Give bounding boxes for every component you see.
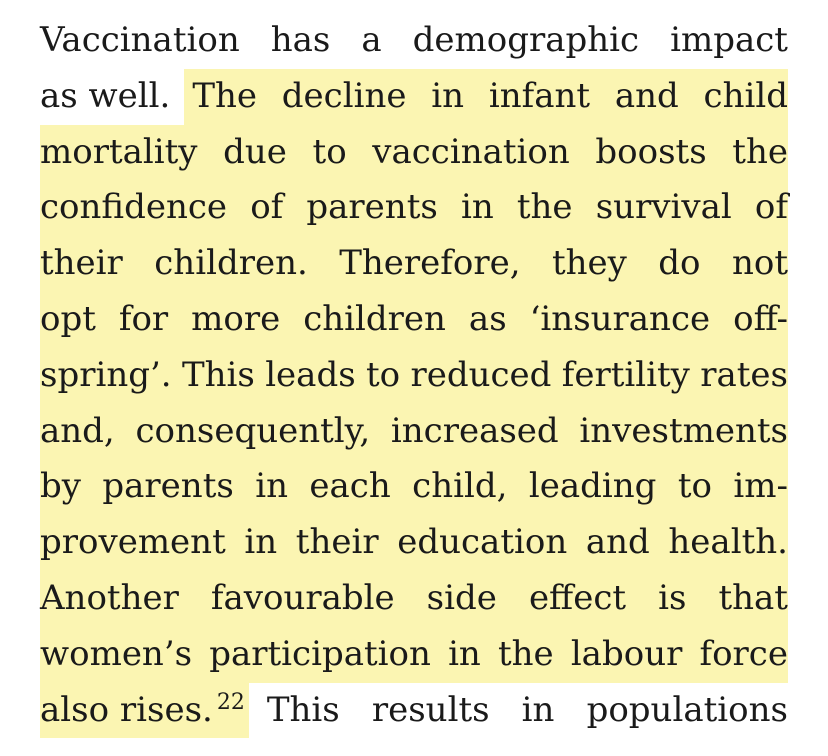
word: in — [255, 466, 288, 507]
word: populations — [586, 689, 788, 730]
word: child — [703, 75, 788, 116]
word: force — [699, 633, 788, 674]
word: and — [585, 522, 650, 563]
word: due — [223, 131, 287, 172]
word: the — [497, 633, 554, 674]
word: decline — [281, 75, 407, 116]
word: results — [371, 689, 490, 730]
word: This — [181, 354, 255, 395]
word: im- — [733, 466, 788, 507]
highlighted-line-8[interactable] — [40, 404, 788, 460]
word: of — [754, 187, 788, 228]
word: side — [426, 577, 497, 618]
word: provement — [40, 522, 226, 563]
word: vaccination — [372, 131, 570, 172]
highlighted-line-10[interactable] — [40, 515, 788, 571]
word: in — [460, 187, 494, 228]
footnote-reference[interactable]: 22 — [216, 689, 245, 715]
word: children — [303, 298, 446, 339]
highlighted-text-segment[interactable] — [184, 69, 788, 125]
word: each — [309, 466, 391, 507]
word: health. — [668, 522, 788, 563]
word: women’s — [40, 633, 193, 674]
word: that — [718, 577, 788, 618]
word: parents — [306, 187, 438, 228]
word: impact — [670, 20, 788, 60]
word: a — [361, 20, 382, 60]
highlighted-line-5[interactable] — [40, 236, 788, 292]
word: to — [312, 131, 347, 172]
word: survival — [595, 187, 732, 228]
word: Vaccination — [40, 20, 240, 60]
word: and — [614, 75, 679, 116]
word: more — [191, 298, 281, 339]
highlighted-line-6[interactable] — [40, 292, 788, 348]
word: ‘insurance — [529, 298, 711, 339]
word: in — [244, 522, 278, 563]
word: and, — [40, 410, 115, 451]
word: The — [192, 75, 258, 116]
word: to — [677, 466, 712, 507]
word: child, — [412, 466, 508, 507]
word: their — [295, 522, 379, 563]
word: labour — [570, 633, 683, 674]
word: reduced — [410, 354, 552, 395]
word: to — [366, 354, 401, 395]
word: increased — [390, 410, 559, 451]
word: education — [397, 522, 568, 563]
word: participation — [209, 633, 431, 674]
word: in — [521, 689, 555, 730]
word: leading — [528, 466, 657, 507]
word: rates — [700, 354, 788, 395]
word: parents — [102, 466, 234, 507]
word: the — [516, 187, 573, 228]
highlight-end-text: also rises. — [40, 689, 213, 730]
word: Therefore, — [339, 243, 521, 284]
word: of — [250, 187, 284, 228]
word: the — [732, 131, 788, 172]
word: opt — [40, 298, 96, 339]
highlighted-line-3[interactable] — [40, 125, 788, 181]
word: leads — [265, 354, 356, 395]
word: in — [448, 633, 481, 674]
highlighted-line-12[interactable] — [40, 627, 788, 683]
word: children. — [154, 243, 308, 284]
word: Another — [40, 577, 179, 618]
word: is — [658, 577, 687, 618]
highlighted-line-4[interactable] — [40, 180, 788, 236]
word: do — [658, 243, 701, 284]
word: they — [551, 243, 627, 284]
word: effect — [528, 577, 627, 618]
text-line-2 — [40, 69, 788, 125]
highlighted-line-7[interactable] — [40, 348, 788, 404]
word: by — [40, 466, 81, 507]
word: confidence — [40, 187, 228, 228]
word: has — [270, 20, 331, 60]
plain-text-segment-end — [249, 683, 788, 739]
word: infant — [488, 75, 591, 116]
highlighted-line-9[interactable] — [40, 459, 788, 515]
highlighted-text-segment-end[interactable] — [40, 683, 249, 739]
word: in — [431, 75, 465, 116]
word: not — [731, 243, 788, 284]
word: boosts — [595, 131, 707, 172]
word: off- — [733, 298, 788, 339]
word: investments — [579, 410, 788, 451]
word: favourable — [210, 577, 395, 618]
word: demographic — [412, 20, 640, 60]
word: as — [468, 298, 507, 339]
word: mortality — [40, 131, 198, 172]
word: consequently, — [135, 410, 371, 451]
word: their — [40, 243, 123, 284]
word: spring’. — [40, 354, 172, 395]
text-line-13 — [40, 683, 788, 739]
word: fertility — [561, 354, 690, 395]
text-line-1 — [40, 13, 788, 69]
plain-text-segment: as well. — [40, 75, 171, 116]
book-page — [40, 13, 788, 738]
word: This — [266, 689, 340, 730]
word: for — [118, 298, 169, 339]
highlighted-line-11[interactable] — [40, 571, 788, 627]
